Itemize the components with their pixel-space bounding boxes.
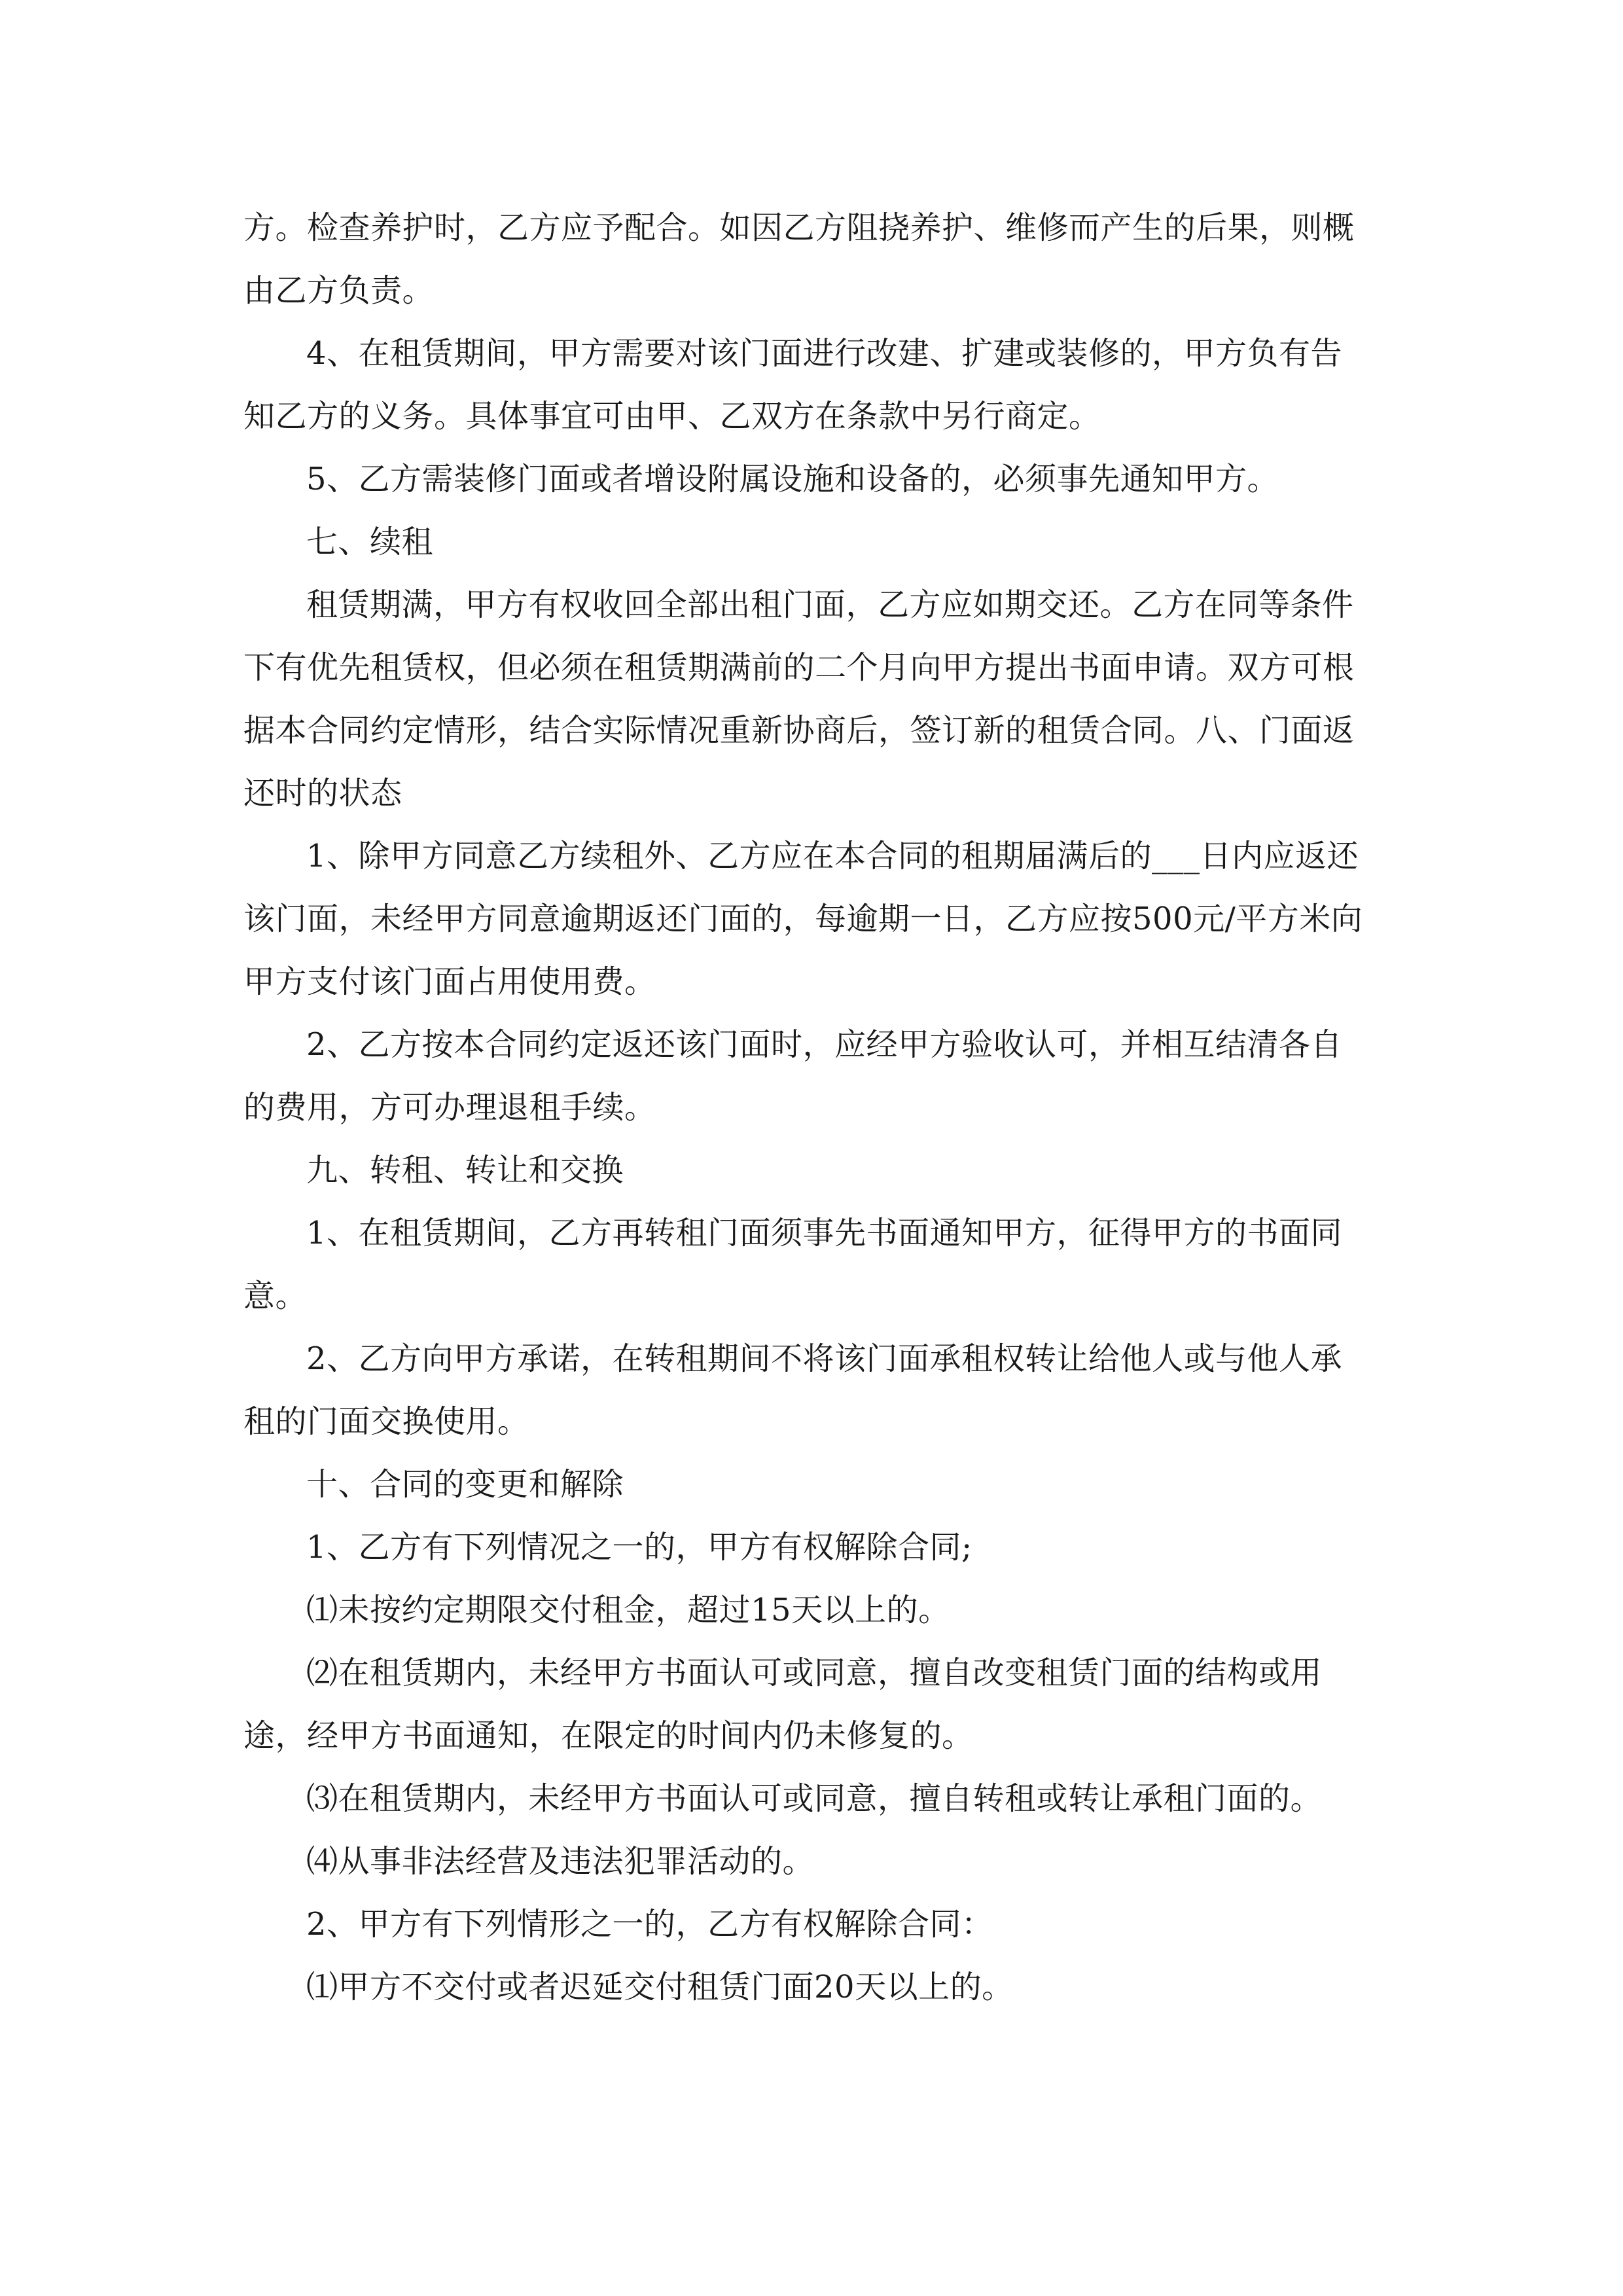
paragraph-return-clause-1: 1、除甲方同意乙方续租外、乙方应在本合同的租期届满后的___日内应返还该门面，未经甲方同意逾期返还门面的，每逾期一日，乙方应按500元/平方米向甲方支付该门面占用使用费。 [243,838,1363,1000]
paragraph-clause-4: 4、在租赁期间，甲方需要对该门面进行改建、扩建或装修的，甲方负有告知乙方的义务。具体事宜可由甲、乙双方在条款中另行商定。 [243,335,1343,435]
paragraph-clause-5: 5、乙方需装修门面或者增设附属设施和设备的，必须事先通知甲方。 [306,461,1279,497]
paragraph-termination-item-2: ⑵在租赁期内，未经甲方书面认可或同意，擅自改变租赁门面的结构或用途，经甲方书面通知，在限定的时间内仍未修复的。 [243,1655,1323,1754]
paragraph-termination-clause-1: 1、乙方有下列情况之一的，甲方有权解除合同; [306,1529,972,1566]
section-heading-sublease: 九、转租、转让和交换 [306,1152,624,1189]
paragraph-sublease-clause-2: 2、乙方向甲方承诺，在转租期间不将该门面承租权转让给他人或与他人承租的门面交换使用。 [243,1340,1343,1440]
paragraph-renewal: 租赁期满，甲方有权收回全部出租门面，乙方应如期交还。乙方在同等条件下有优先租赁权，但必须在租赁期满前的二个月向甲方提出书面申请。双方可根据本合同约定情形，结合实际情况重新协商后，签订新的租赁合同。八、门面返还时的状态 [243,586,1355,812]
paragraph-termination-item-5: ⑴甲方不交付或者迟延交付租赁门面20天以上的。 [306,1969,1014,2005]
document-body [243,196,1373,2018]
section-heading-renewal: 七、续租 [306,524,434,560]
section-heading-termination: 十、合同的变更和解除 [306,1466,624,1503]
paragraph-return-clause-2: 2、乙方按本合同约定返还该门面时，应经甲方验收认可，并相互结清各自的费用，方可办理退租手续。 [243,1026,1343,1126]
paragraph-continuation: 方。检查养护时，乙方应予配合。如因乙方阻挠养护、维修而产生的后果，则概由乙方负责。 [243,209,1355,309]
paragraph-termination-item-4: ⑷从事非法经营及违法犯罪活动的。 [306,1843,815,1880]
paragraph-sublease-clause-1: 1、在租赁期间，乙方再转租门面须事先书面通知甲方，征得甲方的书面同意。 [243,1215,1343,1314]
paragraph-termination-item-1: ⑴未按约定期限交付租金，超过15天以上的。 [306,1592,950,1628]
paragraph-termination-clause-2: 2、甲方有下列情形之一的，乙方有权解除合同： [306,1906,993,1943]
paragraph-termination-item-3: ⑶在租赁期内，未经甲方书面认可或同意，擅自转租或转让承租门面的。 [306,1780,1323,1817]
